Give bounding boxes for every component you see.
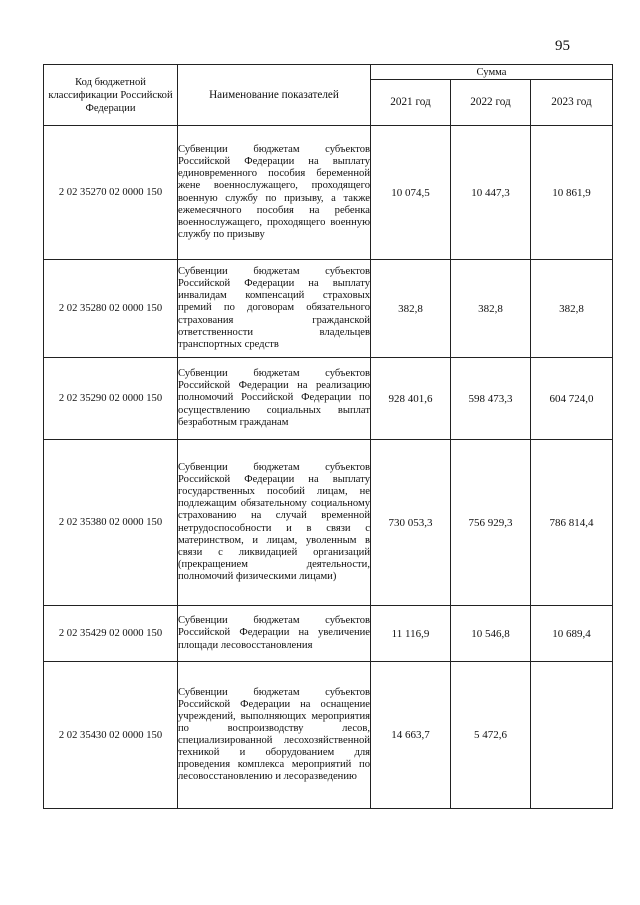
- row-value-2022: 598 473,3: [451, 358, 531, 440]
- row-name: Субвенции бюджетам субъектов Российской Федерации на оснащение учреждений, выполняющих мероприятия по воспроизводству лесов, специализированной лесохозяйственной техникой и оборудованием для проведения комплекса мероприятий по лесовосстановлению и лесоразведению: [178, 662, 371, 809]
- row-name: Субвенции бюджетам субъектов Российской Федерации на выплату инвалидам компенсаций страховых премий по договорам обязательного страхования гражданской ответственности владельцев транспортных средств: [178, 260, 371, 358]
- header-year-2021: 2021 год: [371, 80, 451, 126]
- page-number: 95: [555, 38, 570, 54]
- row-value-2023: 786 814,4: [531, 440, 613, 606]
- row-value-2021: 928 401,6: [371, 358, 451, 440]
- row-value-2022: 5 472,6: [451, 662, 531, 809]
- table-row: [44, 260, 613, 358]
- row-code: 2 02 35380 02 0000 150: [44, 440, 178, 606]
- row-value-2023: 10 861,9: [531, 126, 613, 260]
- header-sum: Сумма: [371, 65, 613, 80]
- header-year-2022: 2022 год: [451, 80, 531, 126]
- budget-table: [43, 64, 613, 809]
- row-value-2021: 14 663,7: [371, 662, 451, 809]
- row-value-2023: 10 689,4: [531, 606, 613, 662]
- table-row: [44, 358, 613, 440]
- row-value-2021: 11 116,9: [371, 606, 451, 662]
- table-row: [44, 606, 613, 662]
- header-year-2023: 2023 год: [531, 80, 613, 126]
- row-value-2022: 10 447,3: [451, 126, 531, 260]
- header-name: Наименование показателей: [178, 65, 371, 126]
- row-value-2023: 604 724,0: [531, 358, 613, 440]
- row-value-2023: 382,8: [531, 260, 613, 358]
- row-value-2022: 10 546,8: [451, 606, 531, 662]
- table-header: [44, 65, 613, 126]
- row-name: Субвенции бюджетам субъектов Российской Федерации на реализацию полномочий Российской Федерации по осуществлению социальных выплат безработным гражданам: [178, 358, 371, 440]
- row-code: 2 02 35270 02 0000 150: [44, 126, 178, 260]
- table-row: [44, 440, 613, 606]
- row-code: 2 02 35429 02 0000 150: [44, 606, 178, 662]
- header-code: Код бюджетной классификации Российской Федерации: [44, 65, 178, 126]
- row-code: 2 02 35280 02 0000 150: [44, 260, 178, 358]
- table-row: [44, 662, 613, 809]
- row-value-2022: 756 929,3: [451, 440, 531, 606]
- table-row: [44, 126, 613, 260]
- row-value-2022: 382,8: [451, 260, 531, 358]
- row-code: 2 02 35430 02 0000 150: [44, 662, 178, 809]
- row-name: Субвенции бюджетам субъектов Российской Федерации на увеличение площади лесовосстановления: [178, 606, 371, 662]
- row-value-2021: 382,8: [371, 260, 451, 358]
- row-value-2021: 730 053,3: [371, 440, 451, 606]
- row-value-2023: [531, 662, 613, 809]
- row-name: Субвенции бюджетам субъектов Российской Федерации на выплату государственных пособий лицам, не подлежащим обязательному социальному страхованию на случай временной нетрудоспособности и в связи с материнством, и лицам, уволенным в связи с ликвидацией организаций (прекращением деятельности, полномочий физическими лицами): [178, 440, 371, 606]
- row-value-2021: 10 074,5: [371, 126, 451, 260]
- row-code: 2 02 35290 02 0000 150: [44, 358, 178, 440]
- row-name: Субвенции бюджетам субъектов Российской Федерации на выплату единовременного пособия беременной жене военнослужащего, проходящего военную службу по призыву, а также ежемесячного пособия на ребенка военнослужащего, проходящего военную службу по призыву: [178, 126, 371, 260]
